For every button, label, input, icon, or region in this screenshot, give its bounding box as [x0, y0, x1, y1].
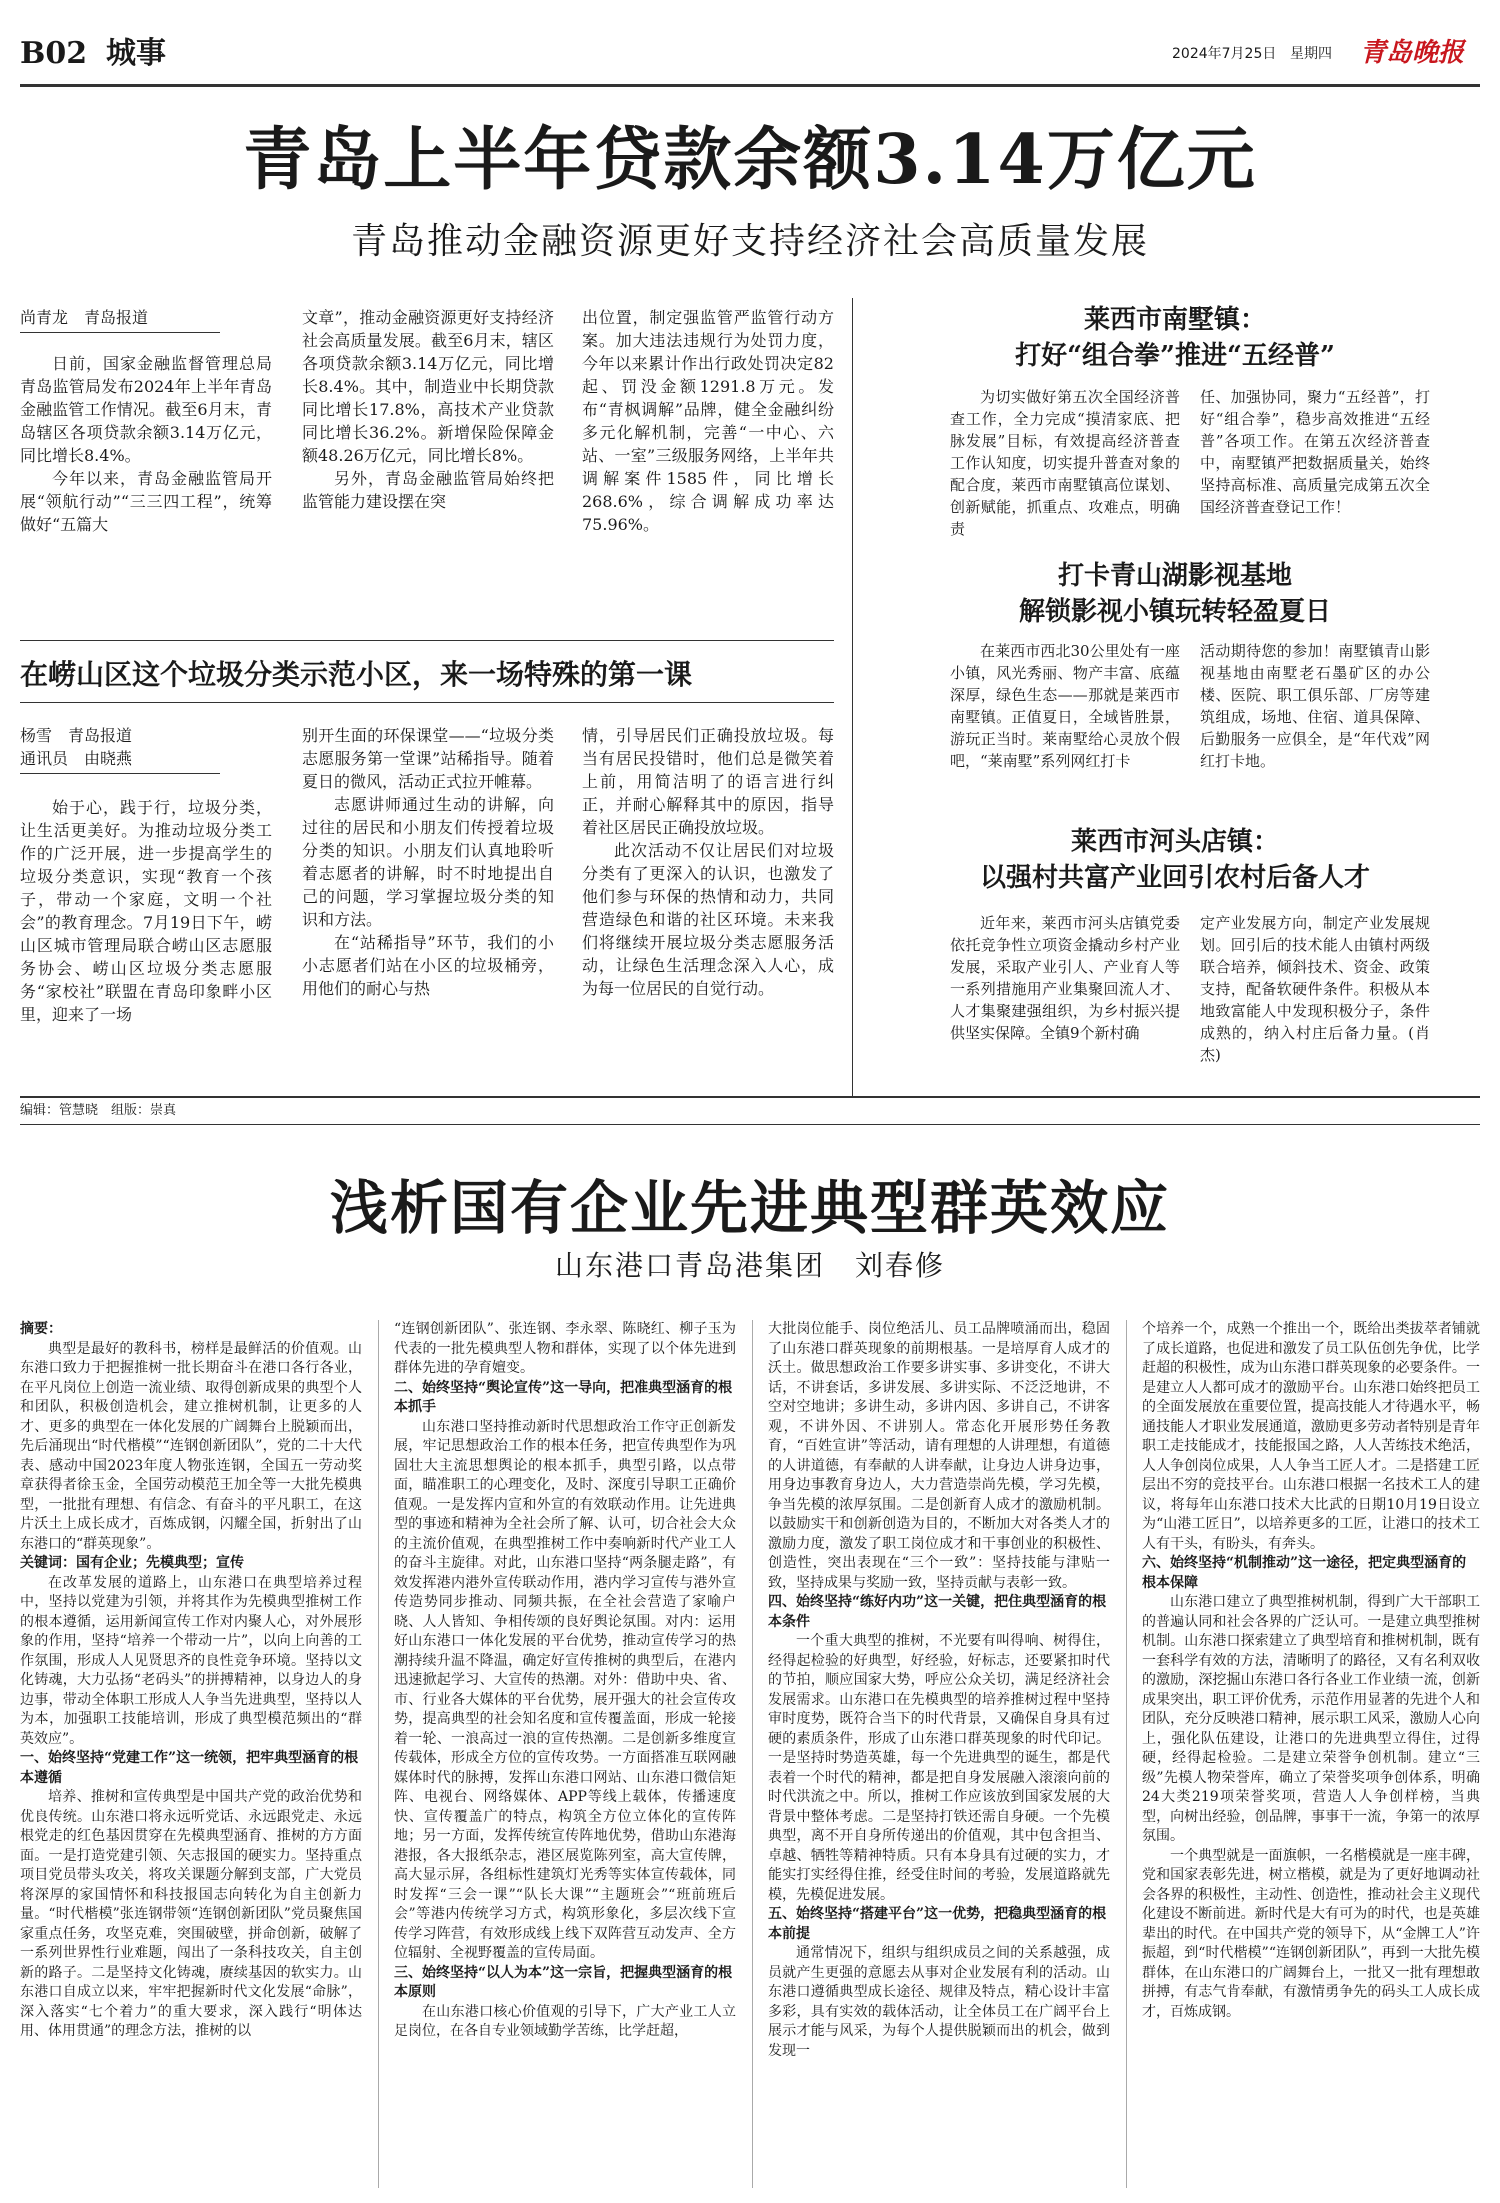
column-divider: [1126, 1320, 1127, 2188]
section-heading: 四、始终坚持“练好内功”这一关键，把住典型涵育的根本条件: [768, 1594, 1107, 1630]
paragraph: 在山东港口核心价值观的引导下，广大产业工人立足岗位，在各自专业领域勤学苦练，比学赶超，: [394, 2003, 736, 2039]
section-heading: 一、始终坚持“党建工作”这一统领，把牢典型涵育的根本遵循: [20, 1750, 359, 1786]
sidebar2-column-2: [1200, 640, 1430, 780]
story2-column-1: [20, 796, 272, 1052]
header-rule: [20, 84, 1480, 87]
section-heading: 五、始终坚持“搭建平台”这一优势，把稳典型涵育的根本前提: [768, 1906, 1107, 1942]
sidebar3-column-2: [1200, 912, 1430, 1064]
column-divider: [852, 298, 853, 1096]
issue-weekday: 星期四: [1290, 46, 1332, 62]
paragraph: 任、加强协同，聚力“五经普”，打好“组合拳”，稳步高效推进“五经普”各项工作。在第五次经济普查中，南墅镇严把数据质量关，始终坚持高标准、高质量完成第五次全国经济普查登记工作！: [1200, 388, 1430, 516]
sidebar2-column-1: [950, 640, 1180, 780]
abstract: [20, 1320, 362, 1340]
paragraph: 培养、推树和宣传典型是中国共产党的政治优势和优良传统。山东港口将永远听党话、永远跟党走、永远根党走的红色基因贯穿在先模典型涵育、推树的方方面面。一是打造党建引领、矢志报国的硬实力。坚持重点项目党员带头攻关，将攻关课题分解到支部，广大党员将深厚的家国情怀和科技报国志向转化为自主创新力量。“时代楷模”张连钢带领“连钢创新团队”党员聚焦国家重点任务，攻坚克难，突围破壁，拼命创新，破解了一系列世界性行业难题，闯出了一条科技攻关，自主创新的路子。二是坚持文化铸魂，赓续基因的软实力。山东港口自成立以来，牢牢把握新时代文化发展“命脉”，深入落实“七个着力”的重大要求，深入践行“明体达用、体用贯通”的理念方法，推树的以: [20, 1789, 362, 2039]
paragraph: 定产业发展方向，制定产业发展规划。回引后的技术能人由镇村两级联合培养，倾斜技术、资金、政策支持，配备软硬件条件。积极从本地致富能人中发现积极分子，条件成熟的，纳入村庄后备力量。(肖杰): [1200, 914, 1430, 1064]
sidebar1-title-line1: 莱西市南墅镇：: [1083, 305, 1266, 335]
sidebar2-title-line2: 解锁影视小镇玩转轻盈夏日: [1018, 597, 1331, 627]
abstract-text: 典型是最好的教科书，榜样是最鲜活的价值观。山东港口致力于把握推树一批长期奋斗在港口各行各业，在平凡岗位上创造一流业绩、取得创新成果的典型个人和团队，积极创造机会，建立推树机制，让更多的人才、更多的典型在一体化发展的广阔舞台上脱颖而出，先后涌现出“时代楷模”“连钢创新团队”，党的二十大代表、感动中国2023年度人物张连钢，全国五一劳动奖章获得者徐玉金，全国劳动模范王加全等一大批先模典型，一批批有理想、有信念、有奋斗的平凡职工，在这片沃土上成长成才，百炼成钢，闪耀全国，折射出了山东港口的“群英现象”。: [20, 1340, 362, 1552]
sidebar1-column-2: [1200, 386, 1430, 526]
paper-logo: 青岛晚报: [1360, 38, 1465, 68]
sidebar3-column-1: [950, 912, 1180, 1052]
sidebar1-title-line2: 打好“组合拳”推进“五经普”: [1015, 341, 1335, 371]
paragraph: 此次活动不仅让居民们对垃圾分类有了更深入的认识，也激发了他们参与环保的热情和动力，共同营造绿色和谐的社区环境。未来我们将继续开展垃圾分类志愿服务活动，让绿色生活理念深入人心，成为每一位居民的自觉行动。: [582, 841, 834, 998]
paragraph: 山东港口坚持推动新时代思想政治工作守正创新发展，牢记思想政治工作的根本任务，把宣传典型作为巩固壮大主流思想舆论的根本抓手，典型引路，以点带面，瞄准职工的心理变化，及时、深度引导职工正确价值观。一是发挥内宣和外宣的有效联动作用。让先进典型的事迹和精神为全社会所了解、认可，切合社会大众的主流价值观，在典型推树工作中奏响新时代产业工人的奋斗主旋律。对此，山东港口坚持“两条腿走路”，有效发挥港内港外宣传联动作用，港内学习宣传与港外宣传造势同步推动、同频共振，在全社会营造了家喻户晓、人人皆知、争相传颂的良好舆论氛围。对内：运用好山东港口一体化发展的平台优势，推动宣传学习的热潮持续升温不降温，确定好宣传推树的典型后，在港内迅速掀起学习、大宣传的热潮。对外：借助中央、省、市、行业各大媒体的平台优势，展开强大的社会宣传攻势，提高典型的社会知名度和宣传覆盖面，形成一轮接着一轮、一浪高过一浪的宣传热潮。二是创新多维度宣传载体，形成全方位的宣传攻势。一方面搭准互联网融媒体时代的脉搏，发挥山东港口网站、山东港口微信矩阵、电视台、网络媒体、APP等线上载体，传播速度快、宣传覆盖广的特点，构筑全方位立体化的宣传阵地；另一方面，发挥传统宣传阵地优势，借助山东港海港报，各大报纸杂志，港区展览陈列室，高大宣传牌，高大显示屏，各组标性建筑灯光秀等实体宣传载体，同时发挥“三会一课”“队长大课”“主题班会”“班前班后会”等港内传统学习方式，构筑形象化，多层次线下宣传学习阵营，有效形成线上线下双阵营互动发声、全方位辐射、全视野覆盖的宣传局面。: [394, 1418, 736, 1961]
column-divider: [378, 1320, 379, 2188]
editors-credit: 编辑：管慧晓 组版：崇真: [20, 1103, 177, 1118]
paragraph: 个培养一个，成熟一个推出一个，既给出类拔萃者铺就了成长道路，也促进和激发了员工队伍创先争优，比学赶超的积极性，成为山东港口群英现象的必要条件。一是建立人人都可成才的激励平台。山东港口始终把员工的全面发展放在重要位置，提高技能人才待遇水平，畅通技能人才职业发展通道，激励更多劳动者特别是青年职工走技能成才，技能报国之路，人人苦练技术绝活，人人争创岗位成果，人人争当工匠人才。二是搭建工匠层出不穷的竞技平台。山东港口根据一名技术工人的建议，将每年山东港口技术大比武的日期10月19日设立为“山港工匠日”，以培养更多的工匠，让港口的技术工人有干头，有盼头，有奔头。: [1142, 1321, 1480, 1552]
story2-byline: 杨雪 青岛报道: [20, 726, 133, 745]
story3-column-1: [20, 1320, 362, 2188]
sidebar2-title-line1: 打卡青山湖影视基地: [1057, 561, 1292, 591]
story1-column-3: [582, 306, 834, 582]
story2-column-3: [582, 724, 834, 1052]
paragraph: 始于心，践于行，垃圾分类，让生活更美好。为推动垃圾分类工作的广泛开展，进一步提高学生的垃圾分类意识，实现“教育一个孩子，带动一个家庭，文明一个社会”的教育理念。7月19日下午，崂山区城市管理局联合崂山区志愿服务协会、崂山区垃圾分类志愿服务“家校社”联盟在青岛印象畔小区里，迎来了一场: [20, 798, 272, 1024]
section-heading: 六、始终坚持“机制推动”这一途径，把定典型涵育的根本保障: [1142, 1555, 1467, 1591]
paragraph: 文章”，推动金融资源更好支持经济社会高质量发展。截至6月末，辖区各项贷款余额3.14万亿元，同比增长8.4%。其中，制造业中长期贷款同比增长17.8%，高技术产业贷款同比增长36.2%。新增保险保障金额48.26万亿元，同比增长8%。: [302, 308, 554, 465]
story3-title: 浅析国有企业先进典型群英效应: [329, 1174, 1170, 1242]
story1-column-2: [302, 306, 554, 582]
paragraph: 为切实做好第五次全国经济普查工作，全力完成“摸清家底、把脉发展”目标，有效提高经济普查工作认知度，切实提升普查对象的配合度，莱西市南墅镇高位谋划、创新赋能，抓重点、攻难点，明确责: [950, 388, 1180, 538]
column-divider: [752, 1320, 753, 2188]
paragraph: 活动期待您的参加！南墅镇青山影视基地由南墅老石墨矿区的办公楼、医院、职工俱乐部、厂房等建筑组成，场地、住宿、道具保障、后勤服务一应俱全，是“年代戏”网红打卡地。: [1200, 642, 1430, 770]
paragraph: 今年以来，青岛金融监管局开展“领航行动”“三三四工程”，统筹做好“五篇大: [20, 469, 272, 534]
paragraph: 在“站稀指导”环节，我们的小小志愿者们站在小区的垃圾桶旁，用他们的耐心与热: [302, 933, 554, 998]
paragraph: 出位置，制定强监管严监管行动方案。加大违法违规行为处罚力度，今年以来累计作出行政处罚决定82起、罚没金额1291.8万元。发布“青枫调解”品牌，健全金融纠纷多元化解机制，完善“一中心、六站、一室”三级服务网络，上半年共调解案件1585件，同比增长268.6%，综合调解成功率达75.96%。: [582, 308, 834, 534]
story1-column-1: [20, 352, 272, 582]
paragraph: 近年来，莱西市河头店镇党委依托竞争性立项资金撬动乡村产业发展，采取产业引人、产业育人等一系列措施用产业集聚回流人才、人才集聚建强组织，为乡村振兴提供坚实保障。全镇9个新村确: [950, 914, 1180, 1042]
story3-column-4: [1142, 1320, 1480, 2188]
story1-byline: 尚青龙 青岛报道: [20, 308, 149, 327]
paragraph: 另外，青岛金融监管局始终把监管能力建设摆在突: [302, 469, 554, 511]
story1-title: 青岛上半年贷款余额3.14万亿元: [243, 120, 1257, 200]
paragraph: 一个典型就是一面旗帜，一名楷模就是一座丰碑，党和国家表彰先进，树立楷模，就是为了更好地调动社会各界的积极性，主动性、创造性，推动社会主义现代化建设不断前进。新时代是大有可为的时代，也是英雄辈出的时代。在中国共产党的领导下，从“金牌工人”许振超，到“时代楷模”“连钢创新团队”，再到一大批先模群体，在山东港口的广阔舞台上，一批又一批有理想敢拼搏，有志气肯奉献，有激情勇争先的码头工人成长成才，百炼成钢。: [1142, 1847, 1480, 2020]
section-heading: 二、始终坚持“舆论宣传”这一导向，把准典型涵育的根本抓手: [394, 1379, 733, 1415]
paragraph: 通常情况下，组织与组织成员之间的关系越强，成员就产生更强的意愿去从事对企业发展有利的活动。山东港口遵循典型成长途径、规律及特点，精心设计丰富多彩，具有实效的载体活动，让全体员工在广阔平台上展示才能与风采，为每个人提供脱颖而出的机会，做到发现一: [768, 1945, 1110, 2059]
story-divider: [20, 640, 834, 641]
sidebar1-column-1: [950, 386, 1180, 538]
section-heading: 三、始终坚持“以人为本”这一宗旨，把握典型涵育的根本原则: [394, 1964, 733, 2000]
story1-subtitle: 青岛推动金融资源更好支持经济社会高质量发展: [350, 221, 1149, 262]
paragraph: “连钢创新团队”、张连钢、李永翠、陈晓红、柳子玉为代表的一批先模典型人物和群体，实现了以个体先进到群体先进的孕育嬗变。: [394, 1321, 736, 1376]
section-rule: [20, 1096, 1480, 1098]
issue-date: 2024年7月25日: [1172, 46, 1277, 62]
paragraph: 别开生面的环保课堂——“垃圾分类志愿服务第一堂课”站稀指导。随着夏日的微风，活动正式拉开帷幕。: [302, 726, 554, 791]
sidebar3-title-line2: 以强村共富产业回引农村后备人才: [979, 863, 1370, 893]
abstract-label: 摘要：: [20, 1321, 62, 1337]
paragraph: 志愿讲师通过生动的讲解，向过往的居民和小朋友们传授着垃圾分类的知识。小朋友们认真地聆听着志愿者的讲解，时不时地提出自己的问题，学习掌握垃圾分类的知识和方法。: [302, 795, 554, 929]
paragraph: 山东港口建立了典型推树机制，得到广大干部职工的普遍认同和社会各界的广泛认可。一是建立典型推树机制。山东港口探索建立了典型培育和推树机制，既有一套科学有效的方法，清晰明了的路径，又有名利双收的激励，深挖掘山东港口各行各业工作业绩一流，创新成果突出，职工评价优秀，示范作用显著的先进个人和团队，充分反映港口精神，展示职工风采，激励人心向上，强化队伍建设，让港口的先进典型立得住，过得硬，经得起检验。二是建立荣誉争创机制。建立“三级”先模人物荣誉库，确立了荣誉奖项争创体系，明确24大类219项荣誉奖项，营造人人争创样榜，当典型，向树出经验，创品牌，事事干一流，争第一的浓厚氛围。: [1142, 1594, 1480, 1844]
keywords: 关键词：国有企业；先模典型；宣传: [20, 1555, 244, 1571]
story2-byline-2: 通讯员 由晓燕: [20, 749, 133, 768]
section-name: 城事: [106, 36, 166, 71]
paragraph: 在莱西市西北30公里处有一座小镇，风光秀丽、物产丰富、底蕴深厚，绿色生态——那就是莱西市南墅镇。正值夏日，全域皆胜景，游玩正当时。莱南墅给心灵放个假吧，“莱南墅”系列网红打卡: [950, 642, 1180, 770]
paragraph: 在改革发展的道路上，山东港口在典型培养过程中，坚持以党建为引领，并将其作为先模典型推树工作的根本遵循，运用新闻宣传工作对内聚人心，对外展形象的作用，坚持“培养一个带动一片”，以向上向善的工作氛围，形成人人见贤思齐的良性竞争环境。坚持以文化铸魂，大力弘扬“老码头”的拼搏精神，以身边人的身边事，带动全体职工形成人人争当先进典型，坚持以人为本，加强职工技能培训，形成了典型模范频出的“群英效应”。: [20, 1574, 362, 1747]
story2-column-2: [302, 724, 554, 1052]
sidebar: [870, 298, 1480, 1098]
story3-author: 山东港口青岛港集团 刘春修: [554, 1249, 945, 1282]
paragraph: 情，引导居民们正确投放垃圾。每当有居民投错时，他们总是微笑着上前，用简洁明了的语言进行纠正，并耐心解释其中的原因，指导着社区居民正确投放垃圾。: [582, 726, 834, 837]
section-rule: [20, 1124, 1480, 1125]
byline-rule: [20, 332, 220, 333]
story2-title: 在崂山区这个垃圾分类示范小区，来一场特殊的第一课: [20, 658, 693, 691]
paragraph: 一个重大典型的推树，不光要有叫得响、树得住，经得起检验的好典型，好经验，好标志，还要紧扣时代的节拍，顺应国家大势，呼应公众关切，满足经济社会发展需求。山东港口在先模典型的培养推树过程中坚持审时度势，既符合当下的时代背景，又确保自身具有过硬的素质条件，形成了山东港口群英现象的时代印记。一是坚持时势造英雄，每一个先进典型的诞生，都是代表着一个时代的精神，都是把自身发展融入滚滚向前的时代洪流之中。所以，推树工作应该放到国家发展的大背景中整体考虑。二是坚持打铁还需自身硬。一个先模典型，离不开自身所传递出的价值观，其中包含担当、卓越、牺牲等精神特质。只有本身具有过硬的实力，才能实打实经得住推，经受住时间的考验，发展道路就先模，先模促进发展。: [768, 1633, 1110, 1903]
paragraph: 日前，国家金融监督管理总局青岛监管局发布2024年上半年青岛金融监管工作情况。截至6月末，青岛辖区各项贷款余额3.14万亿元，同比增长8.4%。: [20, 354, 272, 465]
title-rule: [20, 702, 834, 703]
sidebar3-title-line1: 莱西市河头店镇：: [1070, 827, 1279, 857]
section-code: B02: [20, 36, 88, 71]
byline-rule: [20, 773, 220, 774]
story3-column-3: [768, 1320, 1110, 2188]
page-header: [20, 34, 1480, 84]
paragraph: 大批岗位能手、岗位绝活儿、员工品牌喷涌而出，稳固了山东港口群英现象的前期根基。一是培厚育人成才的沃土。做思想政治工作要多讲实事、多讲变化，不讲大话，不讲套话，多讲发展、多讲实际、不泛泛地讲，不空对空地讲；多讲生动，多讲内因、多讲自己，不讲客观，不讲外因、不讲别人。常态化开展形势任务教育，“百姓宣讲”等活动，请有理想的人讲理想，有道德的人讲道德，有奉献的人讲奉献，让身边人讲身边事，用身边事教育身边人，大力营造崇尚先模，学习先模，争当先模的浓厚氛围。二是创新育人成才的激励机制。以鼓励实干和创新创造为目的，不断加大对各类人才的激励力度，激发了职工岗位成才和干事创业的积极性、创造性，突出表现在“三个一致”：坚持技能与津贴一致，坚持成果与奖励一致，坚持贡献与表彰一致。: [768, 1321, 1110, 1591]
story3-column-2: [394, 1320, 736, 2188]
